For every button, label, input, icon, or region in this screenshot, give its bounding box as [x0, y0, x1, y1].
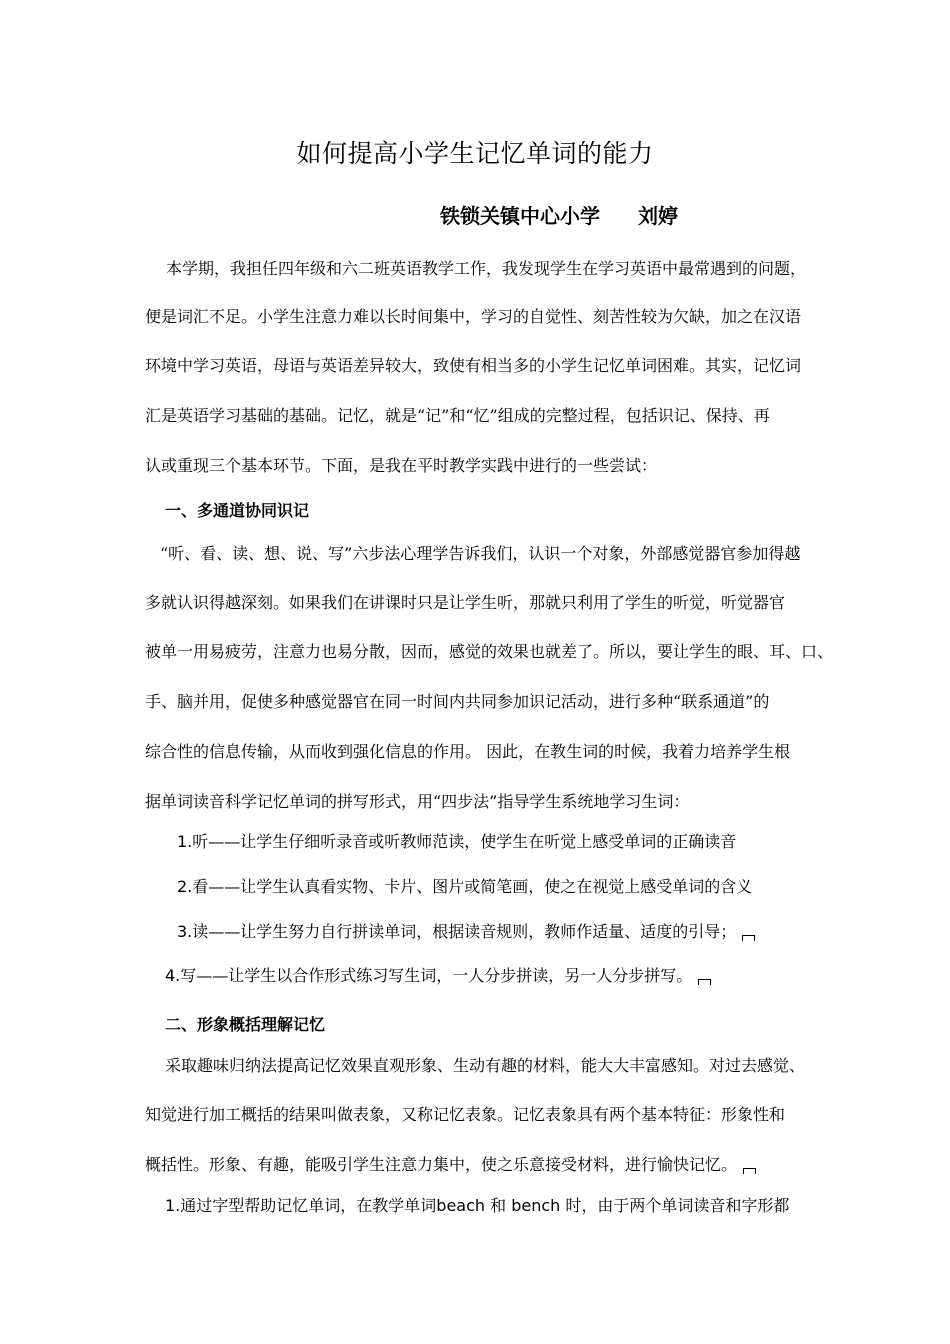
step-text: 听——让学生仔细听录音或听教师范读，使学生在听觉上感受单词的正确读音	[192, 832, 737, 851]
english-word: beach	[436, 1196, 486, 1215]
section-heading-2: 二、形象概括理解记忆	[165, 1015, 326, 1034]
byline	[440, 200, 678, 229]
section1-line: 多就认识得越深刻。如果我们在讲课时只是让学生听，那就只利用了学生的听觉，听觉器官	[145, 593, 786, 612]
english-word: bench	[511, 1196, 561, 1215]
item-number: 1.	[165, 1196, 181, 1215]
step-number: 1.	[177, 832, 193, 851]
item-text: 时，由于两个单词读音和字形都	[565, 1196, 790, 1215]
item-text: 通过字型帮助记忆单词，在教学单词	[180, 1196, 437, 1215]
section2-line: 采取趣味归纳法提高记忆效果直观形象、生动有趣的材料，能大大丰富感知。对过去感觉、	[165, 1056, 806, 1075]
step-item	[165, 966, 845, 986]
step-text: 读——让学生努力自行拼读单词，根据读音规则，教师作适量、适度的引导；	[192, 922, 737, 941]
paragraph-mark-icon	[698, 979, 711, 985]
intro-line: 本学期，我担任四年级和六二班英语教学工作，我发现学生在学习英语中最常遇到的问题，	[166, 259, 807, 278]
step-number: 4.	[165, 966, 181, 985]
paragraph-mark-icon	[743, 1168, 756, 1174]
byline-author: 刘婷	[638, 204, 678, 228]
step-number: 2.	[177, 877, 193, 896]
section1-line: 综合性的信息传输，从而收到强化信息的作用。 因此，在教生词的时候，我着力培养学生根	[145, 742, 791, 761]
step-text: 写——让学生以合作形式练习写生词，一人分步拼读，另一人分步拼写。	[180, 966, 693, 985]
intro-line: 环境中学习英语，母语与英语差异较大，致使有相当多的小学生记忆单词困难。其实，记忆词	[145, 356, 802, 375]
section2-line: 知觉进行加工概括的结果叫做表象，又称记忆表象。记忆表象具有两个基本特征：形象性和	[145, 1105, 786, 1124]
step-item	[177, 922, 857, 942]
section-heading-1: 一、多通道协同识记	[165, 501, 310, 520]
section1-line: 被单一用易疲劳，注意力也易分散，因而，感觉的效果也就差了。所以，要让学生的眼、耳、口、	[145, 642, 834, 661]
section2-item-1	[165, 1196, 845, 1216]
step-text: 看——让学生认真看实物、卡片、图片或简笔画，使之在视觉上感受单词的含义	[192, 877, 753, 896]
intro-line: 汇是英语学习基础的基础。记忆，就是“记”和“忆”组成的完整过程，包括识记、保持、再	[145, 406, 770, 425]
step-item	[177, 877, 857, 897]
section1-line: 据单词读音科学记忆单词的拼写形式，用“四步法”指导学生系统地学习生词：	[145, 792, 690, 811]
paragraph-mark-icon	[742, 935, 755, 941]
item-text: 和	[490, 1196, 507, 1215]
section1-line: 手、脑并用，促使多种感觉器官在同一时间内共同参加识记活动，进行多种“联系通道”的	[145, 692, 770, 711]
intro-line: 认或重现三个基本环节。下面，是我在平时教学实践中进行的一些尝试：	[145, 456, 658, 475]
section1-line: “听、看、读、想、说、写”六步法心理学告诉我们，认识一个对象，外部感觉器官参加得越	[160, 544, 801, 563]
step-item	[177, 832, 857, 852]
intro-line: 便是词汇不足。小学生注意力难以长时间集中，学习的自觉性、刻苦性较为欠缺，加之在汉语	[145, 307, 802, 326]
section2-line-text: 概括性。形象、有趣，能吸引学生注意力集中，使之乐意接受材料，进行愉快记忆。	[145, 1155, 738, 1174]
step-number: 3.	[177, 922, 193, 941]
byline-school: 铁锁关镇中心小学	[440, 204, 600, 228]
document-title: 如何提高小学生记忆单词的能力	[296, 139, 654, 168]
section2-line	[145, 1155, 825, 1175]
